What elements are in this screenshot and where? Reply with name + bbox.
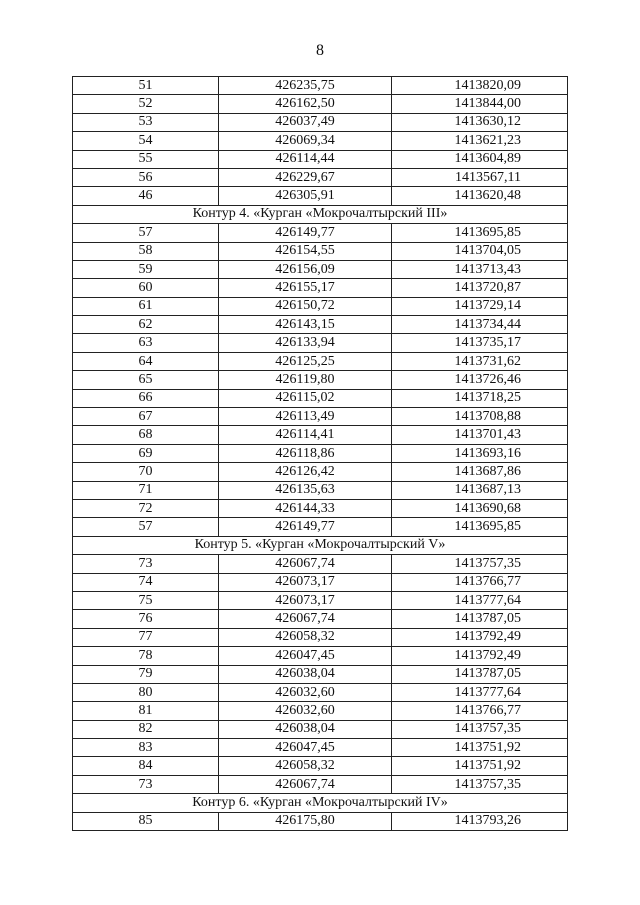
page-number: 8 <box>316 42 324 59</box>
table-row <box>73 481 568 499</box>
table-row <box>73 683 568 701</box>
x-coordinate: 426058,32 <box>219 628 392 646</box>
y-coordinate: 1413734,44 <box>392 316 568 334</box>
y-coordinate: 1413690,68 <box>392 499 568 517</box>
point-number: 79 <box>73 665 219 683</box>
x-coordinate: 426047,45 <box>219 739 392 757</box>
x-coordinate: 426126,42 <box>219 463 392 481</box>
table-row <box>73 77 568 95</box>
table-row <box>73 389 568 407</box>
y-coordinate: 1413567,11 <box>392 168 568 186</box>
point-number: 67 <box>73 408 219 426</box>
table-row <box>73 279 568 297</box>
point-number: 66 <box>73 389 219 407</box>
point-number: 51 <box>73 77 219 95</box>
x-coordinate: 426069,34 <box>219 132 392 150</box>
point-number: 63 <box>73 334 219 352</box>
x-coordinate: 426229,67 <box>219 168 392 186</box>
table-row <box>73 168 568 186</box>
point-number: 74 <box>73 573 219 591</box>
point-number: 57 <box>73 518 219 536</box>
y-coordinate: 1413757,35 <box>392 775 568 793</box>
table-row <box>73 408 568 426</box>
point-number: 70 <box>73 463 219 481</box>
point-number: 84 <box>73 757 219 775</box>
point-number: 65 <box>73 371 219 389</box>
y-coordinate: 1413777,64 <box>392 683 568 701</box>
y-coordinate: 1413620,48 <box>392 187 568 205</box>
point-number: 57 <box>73 224 219 242</box>
table-row <box>73 702 568 720</box>
x-coordinate: 426038,04 <box>219 720 392 738</box>
x-coordinate: 426149,77 <box>219 224 392 242</box>
y-coordinate: 1413792,49 <box>392 647 568 665</box>
y-coordinate: 1413687,86 <box>392 463 568 481</box>
point-number: 78 <box>73 647 219 665</box>
x-coordinate: 426135,63 <box>219 481 392 499</box>
x-coordinate: 426067,74 <box>219 610 392 628</box>
table-row <box>73 647 568 665</box>
x-coordinate: 426115,02 <box>219 389 392 407</box>
y-coordinate: 1413708,88 <box>392 408 568 426</box>
x-coordinate: 426067,74 <box>219 775 392 793</box>
contour-title: Контур 6. «Курган «Мокрочалтырский IV» <box>73 794 568 812</box>
point-number: 72 <box>73 499 219 517</box>
point-number: 69 <box>73 444 219 462</box>
y-coordinate: 1413701,43 <box>392 426 568 444</box>
point-number: 77 <box>73 628 219 646</box>
point-number: 59 <box>73 260 219 278</box>
x-coordinate: 426067,74 <box>219 555 392 573</box>
point-number: 73 <box>73 555 219 573</box>
y-coordinate: 1413687,13 <box>392 481 568 499</box>
table-row <box>73 132 568 150</box>
contour-title: Контур 4. «Курган «Мокрочалтырский III» <box>73 205 568 223</box>
table-row <box>73 757 568 775</box>
contour-title: Контур 5. «Курган «Мокрочалтырский V» <box>73 536 568 554</box>
x-coordinate: 426235,75 <box>219 77 392 95</box>
table-row <box>73 518 568 536</box>
x-coordinate: 426305,91 <box>219 187 392 205</box>
x-coordinate: 426118,86 <box>219 444 392 462</box>
x-coordinate: 426073,17 <box>219 573 392 591</box>
x-coordinate: 426073,17 <box>219 591 392 609</box>
y-coordinate: 1413777,64 <box>392 591 568 609</box>
table-row <box>73 150 568 168</box>
y-coordinate: 1413766,77 <box>392 573 568 591</box>
table-row <box>73 297 568 315</box>
x-coordinate: 426154,55 <box>219 242 392 260</box>
table-row <box>73 739 568 757</box>
x-coordinate: 426119,80 <box>219 371 392 389</box>
table-row <box>73 316 568 334</box>
point-number: 60 <box>73 279 219 297</box>
contour-header-row <box>73 536 568 554</box>
x-coordinate: 426175,80 <box>219 812 392 830</box>
point-number: 46 <box>73 187 219 205</box>
y-coordinate: 1413720,87 <box>392 279 568 297</box>
y-coordinate: 1413695,85 <box>392 224 568 242</box>
x-coordinate: 426144,33 <box>219 499 392 517</box>
y-coordinate: 1413787,05 <box>392 665 568 683</box>
table-row <box>73 499 568 517</box>
x-coordinate: 426037,49 <box>219 113 392 131</box>
y-coordinate: 1413792,49 <box>392 628 568 646</box>
x-coordinate: 426125,25 <box>219 352 392 370</box>
y-coordinate: 1413693,16 <box>392 444 568 462</box>
x-coordinate: 426114,44 <box>219 150 392 168</box>
point-number: 58 <box>73 242 219 260</box>
y-coordinate: 1413793,26 <box>392 812 568 830</box>
point-number: 62 <box>73 316 219 334</box>
y-coordinate: 1413751,92 <box>392 739 568 757</box>
x-coordinate: 426038,04 <box>219 665 392 683</box>
y-coordinate: 1413731,62 <box>392 352 568 370</box>
table-row <box>73 463 568 481</box>
point-number: 85 <box>73 812 219 830</box>
x-coordinate: 426114,41 <box>219 426 392 444</box>
y-coordinate: 1413630,12 <box>392 113 568 131</box>
table-row <box>73 260 568 278</box>
x-coordinate: 426162,50 <box>219 95 392 113</box>
x-coordinate: 426032,60 <box>219 683 392 701</box>
y-coordinate: 1413820,09 <box>392 77 568 95</box>
table-row <box>73 371 568 389</box>
table-row <box>73 775 568 793</box>
table-row <box>73 628 568 646</box>
x-coordinate: 426113,49 <box>219 408 392 426</box>
table-row <box>73 812 568 830</box>
table-row <box>73 242 568 260</box>
point-number: 61 <box>73 297 219 315</box>
x-coordinate: 426149,77 <box>219 518 392 536</box>
x-coordinate: 426150,72 <box>219 297 392 315</box>
table-row <box>73 573 568 591</box>
x-coordinate: 426156,09 <box>219 260 392 278</box>
table-row <box>73 426 568 444</box>
y-coordinate: 1413718,25 <box>392 389 568 407</box>
y-coordinate: 1413751,92 <box>392 757 568 775</box>
point-number: 75 <box>73 591 219 609</box>
table-row <box>73 352 568 370</box>
x-coordinate: 426047,45 <box>219 647 392 665</box>
point-number: 64 <box>73 352 219 370</box>
table-row <box>73 187 568 205</box>
table-row <box>73 224 568 242</box>
table-row <box>73 95 568 113</box>
coordinates-table-body <box>73 77 568 831</box>
table-row <box>73 720 568 738</box>
point-number: 81 <box>73 702 219 720</box>
point-number: 68 <box>73 426 219 444</box>
point-number: 76 <box>73 610 219 628</box>
y-coordinate: 1413766,77 <box>392 702 568 720</box>
contour-header-row <box>73 794 568 812</box>
y-coordinate: 1413757,35 <box>392 555 568 573</box>
point-number: 73 <box>73 775 219 793</box>
point-number: 71 <box>73 481 219 499</box>
table-row <box>73 591 568 609</box>
point-number: 52 <box>73 95 219 113</box>
point-number: 82 <box>73 720 219 738</box>
x-coordinate: 426133,94 <box>219 334 392 352</box>
point-number: 54 <box>73 132 219 150</box>
table-row <box>73 665 568 683</box>
x-coordinate: 426058,32 <box>219 757 392 775</box>
table-row <box>73 334 568 352</box>
table-row <box>73 555 568 573</box>
x-coordinate: 426032,60 <box>219 702 392 720</box>
y-coordinate: 1413695,85 <box>392 518 568 536</box>
y-coordinate: 1413604,89 <box>392 150 568 168</box>
x-coordinate: 426143,15 <box>219 316 392 334</box>
y-coordinate: 1413713,43 <box>392 260 568 278</box>
table-row <box>73 610 568 628</box>
y-coordinate: 1413726,46 <box>392 371 568 389</box>
point-number: 53 <box>73 113 219 131</box>
point-number: 83 <box>73 739 219 757</box>
table-row <box>73 444 568 462</box>
coordinates-table <box>72 76 568 831</box>
y-coordinate: 1413844,00 <box>392 95 568 113</box>
point-number: 56 <box>73 168 219 186</box>
point-number: 80 <box>73 683 219 701</box>
y-coordinate: 1413704,05 <box>392 242 568 260</box>
point-number: 55 <box>73 150 219 168</box>
y-coordinate: 1413757,35 <box>392 720 568 738</box>
y-coordinate: 1413729,14 <box>392 297 568 315</box>
y-coordinate: 1413621,23 <box>392 132 568 150</box>
y-coordinate: 1413735,17 <box>392 334 568 352</box>
table-row <box>73 113 568 131</box>
x-coordinate: 426155,17 <box>219 279 392 297</box>
contour-header-row <box>73 205 568 223</box>
y-coordinate: 1413787,05 <box>392 610 568 628</box>
